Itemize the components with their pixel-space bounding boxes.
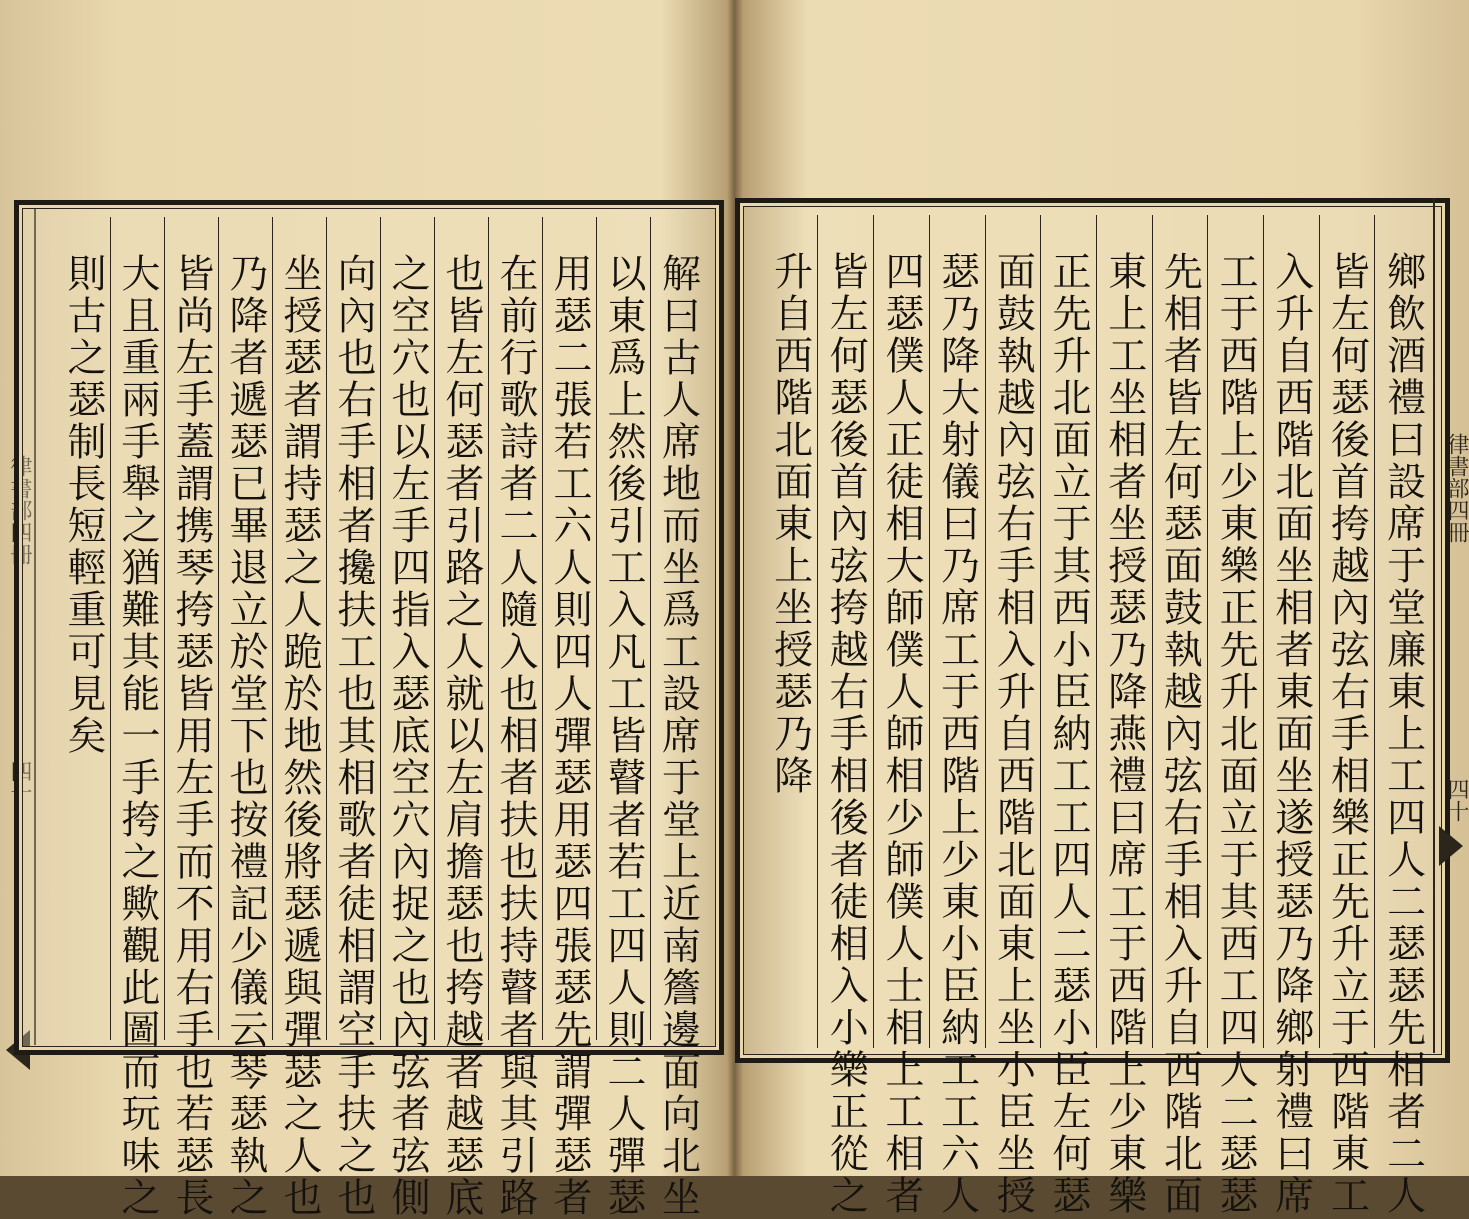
column-text: 升自西階北面東上坐授瑟乃降 bbox=[767, 251, 813, 797]
left-page bbox=[0, 0, 730, 1219]
text-column bbox=[651, 217, 705, 1219]
column-text: 皆尚左手蓋謂携琴挎瑟皆用左手而不用右手也若瑟長 bbox=[169, 253, 215, 1219]
column-text: 工于西階上少東樂正先升北面立于其西工四人二瑟瑟 bbox=[1213, 251, 1259, 1217]
right-fold-page-number: 四十 bbox=[1444, 778, 1469, 822]
text-column bbox=[986, 215, 1042, 1217]
text-column bbox=[1320, 215, 1376, 1217]
fish-tail-mark-icon bbox=[1439, 826, 1463, 866]
right-fold-title: 律書部四冊 bbox=[1444, 433, 1469, 543]
text-column bbox=[818, 215, 874, 1217]
text-column bbox=[273, 217, 327, 1219]
right-page bbox=[735, 0, 1469, 1217]
column-text: 大且重兩手舉之猶難其能一手挎之歟觀此圖而玩味之 bbox=[115, 253, 161, 1219]
column-text: 用瑟二張若工六人則四人彈瑟用瑟四張瑟先謂彈瑟者 bbox=[547, 253, 593, 1219]
column-text: 先相者皆左何瑟面鼓執越內弦右手相入升自西階北面 bbox=[1157, 251, 1203, 1217]
column-text: 也皆左何瑟者引路之人就以左肩擔瑟也挎越者越瑟底 bbox=[439, 253, 485, 1219]
text-column bbox=[1208, 215, 1264, 1217]
column-text: 四瑟僕人正徒相大師僕人師相少師僕人士相上工相者 bbox=[878, 251, 924, 1217]
left-columns bbox=[57, 217, 705, 1219]
text-column bbox=[1153, 215, 1209, 1217]
text-column bbox=[1041, 215, 1097, 1217]
column-text: 在前行歌詩者二人隨入也相者扶也扶持瞽者與其引路 bbox=[493, 253, 539, 1219]
column-text: 皆左何瑟後首內弦挎越右手相後者徒相入小樂正從之 bbox=[823, 251, 869, 1217]
column-text: 面鼓執越內弦右手相入升自西階北面東上坐小臣坐授 bbox=[990, 251, 1036, 1217]
right-text-frame bbox=[735, 198, 1450, 1217]
column-text: 東上工坐相者坐授瑟乃降燕禮曰席工于西階上少東樂 bbox=[1101, 251, 1147, 1217]
text-column bbox=[165, 217, 219, 1219]
column-text: 乃降者遞瑟已畢退立於堂下也按禮記少儀云琴瑟執之 bbox=[223, 253, 269, 1219]
text-column bbox=[1264, 215, 1320, 1217]
text-column bbox=[597, 217, 651, 1219]
column-text: 以東爲上然後引工入凡工皆瞽者若工四人則二人彈瑟 bbox=[601, 253, 647, 1219]
left-text-frame bbox=[14, 200, 724, 1219]
text-column bbox=[219, 217, 273, 1219]
column-text: 正先升北面立于其西小臣納工工四人二瑟小臣左何瑟 bbox=[1046, 251, 1092, 1217]
text-column bbox=[327, 217, 381, 1219]
column-text: 坐授瑟者謂持瑟之人跪於地然後將瑟遞與彈瑟之人也 bbox=[277, 253, 323, 1219]
column-text: 皆左何瑟後首挎越內弦右手相樂正先升立于西階東工 bbox=[1324, 251, 1370, 1217]
text-column bbox=[111, 217, 165, 1219]
text-column bbox=[874, 215, 930, 1217]
text-column bbox=[1375, 215, 1431, 1217]
text-column bbox=[489, 217, 543, 1219]
column-text: 向內也右手相者攙扶工也其相歌者徒相謂空手扶之也 bbox=[331, 253, 377, 1219]
right-page-fold-margin bbox=[1433, 198, 1469, 1053]
text-column bbox=[435, 217, 489, 1219]
text-column bbox=[57, 217, 111, 1040]
text-column bbox=[930, 215, 986, 1217]
column-text: 瑟乃降大射儀曰乃席工于西階上少東小臣納工工六人 bbox=[934, 251, 980, 1217]
text-column bbox=[543, 217, 597, 1219]
right-columns bbox=[740, 215, 1431, 1217]
column-text: 解曰古人席地而坐爲工設席于堂上近南簷邊面向北坐 bbox=[655, 253, 701, 1219]
text-column bbox=[763, 215, 819, 1048]
column-text: 則古之瑟制長短輕重可見矣 bbox=[61, 253, 107, 757]
text-column bbox=[1097, 215, 1153, 1217]
column-text: 之空穴也以左手四指入瑟底空穴內捉之也內弦者弦側 bbox=[385, 253, 431, 1219]
text-column bbox=[381, 217, 435, 1219]
column-text: 入升自西階北面坐相者東面坐遂授瑟乃降鄉射禮曰席 bbox=[1268, 251, 1314, 1217]
column-text: 鄉飲酒禮曰設席于堂廉東上工四人二瑟瑟先相者二人 bbox=[1380, 251, 1426, 1217]
left-fold-title: 律書部四冊 bbox=[7, 455, 32, 565]
left-fold-page-number: 四十 bbox=[7, 760, 32, 804]
